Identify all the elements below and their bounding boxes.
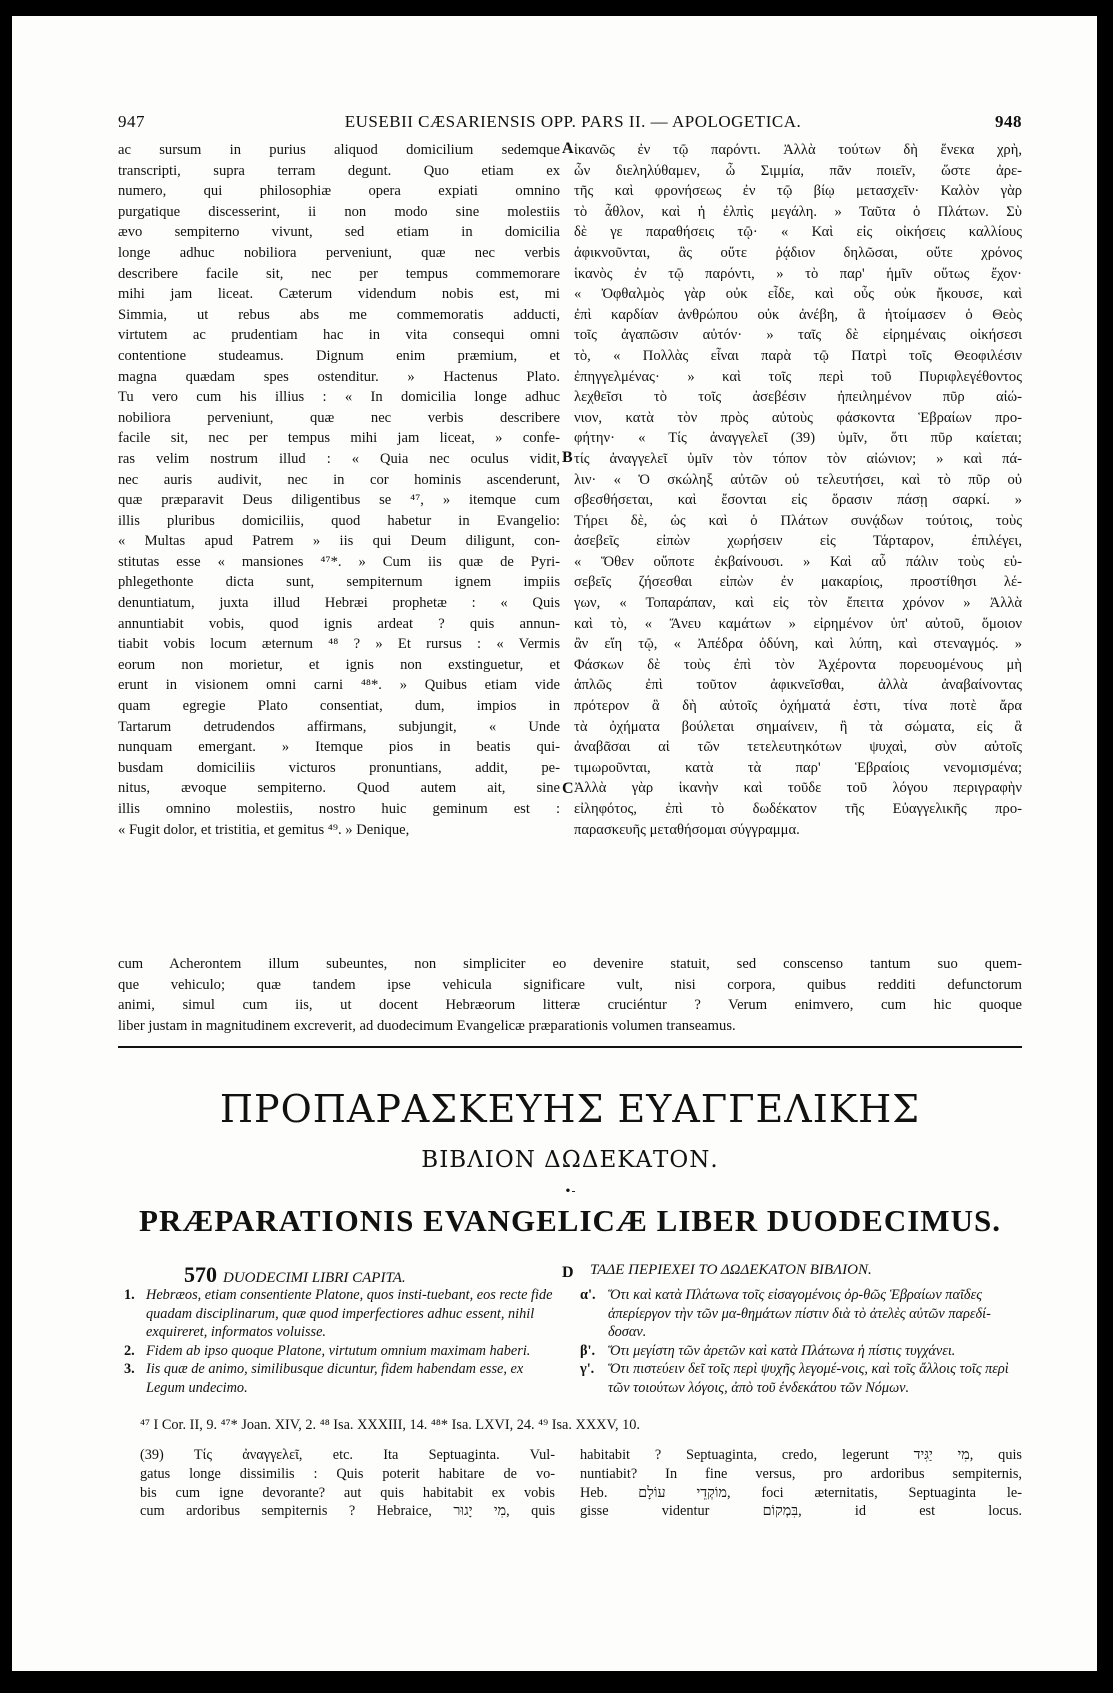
greek-book-subtitle: ΒΙΒΛΙΟΝ ΔΩΔΕΚΑΤΟΝ. xyxy=(421,1147,719,1173)
text-line: σβεσθήσεται, καὶ ἔσονται εἰς ὅρασιν πάσῃ σαρκί. » xyxy=(574,492,1022,509)
text-line: ævo sempiterno vivunt, sed etiam in domicilia xyxy=(118,224,560,241)
text-line: τιμωροῦνται, κατὰ τὰ παρ' Ἑβραίοις νενομισμένα; xyxy=(574,759,1022,776)
text-line: εἰληφότος, ἐπὶ τὸ δωδέκατον τῆς Εὐαγγελικῆς προ- xyxy=(574,801,1022,817)
text-line: Simmia, ut rebus abs me commemoratis adducti, xyxy=(118,306,560,323)
text-line: τὸ ἆθλον, καὶ ἡ ἐλπὶς μεγάλη. » Ταῦτα ὁ Πλάτων. Σὺ xyxy=(574,203,1022,220)
text-line: λιν· « Ὁ σκώληξ αὐτῶν οὐ τελευτήσει, καὶ τὸ πῦρ οὐ xyxy=(574,471,1022,488)
text-line: « Ὀφθαλμὸς γὰρ οὐκ εἶδε, καὶ οὖς οὐκ ἤκουσε, καὶ xyxy=(574,286,1022,303)
section-marker-c: C xyxy=(562,780,574,797)
text-line: Ἀλλὰ γὰρ ἱκανὴν καὶ τοῦδε τοῦ λόγου περιγραφὴν xyxy=(574,780,1022,797)
text-line: παρασκευῆς μεταθήσομαι σύγγραμμα. xyxy=(574,821,800,838)
greek-book-title: ΠΡΟΠΑΡΑΣΚΕΥΗΣ ΕΥΑΓΓΕΛΙΚΗΣ xyxy=(219,1087,921,1131)
section-marker-a: A xyxy=(562,140,574,157)
section-marker-d: D xyxy=(562,1264,574,1281)
text-line: nitus, ævoque sempiterno. Quod autem ait, sine xyxy=(118,780,560,797)
text-line: ἱκανὸς ἐν τῷ παρόντι, » τὸ παρ' ἡμῖν οὕτως ἔχον· xyxy=(574,265,1022,282)
text-line: stitutas esse « mansiones ⁴⁷*. » Cum iis quæ de Pyri- xyxy=(118,553,560,570)
text-line: νιον, κατὰ τὸν πρὸς αὐτοὺς φάσκοντα Ἑβραίων προ- xyxy=(574,409,1022,426)
text-line: quæ præparavit Deus diligentibus se ⁴⁷, » itemque cum xyxy=(118,492,560,509)
list-item xyxy=(124,1342,554,1361)
text-line: ἁπλῶς ἐπὶ τοῦτον ἀφικνεῖσθαι, ἀλλὰ ἀναβαίνοντας xyxy=(574,677,1022,694)
text-line: longe adhuc nobiliora perveniunt, quæ nec verbis xyxy=(118,244,560,261)
text-line: contentione studeamus. Dignum enim præmium, et xyxy=(118,347,560,364)
note-line: gatus longe dissimilis : Quis poterit habitare de vo- xyxy=(140,1465,555,1482)
latin-chapters-heading-text: DUODECIMI LIBRI CAPITA. xyxy=(223,1270,406,1286)
item-number: 2. xyxy=(124,1342,135,1359)
text-line: transcripti, supra terram degunt. Quo etiam ex xyxy=(118,162,560,179)
item-text: Fidem ab ipso quoque Platone, virtutum omnium maximam haberi. xyxy=(146,1342,531,1359)
text-line: ἐπὶ καρδίαν ἀνθρώπου οὐκ ἀνέβη, ἃ ἡτοίμασεν ὁ Θεὸς xyxy=(574,306,1022,323)
text-line: animi, simul cum iis, ut docent Hebræorum litteræ cruciéntur ? Verum enimvero, cum hic quoque xyxy=(118,997,1022,1014)
page-number-right: 948 xyxy=(995,112,1022,131)
text-line: πρότερον ἃ δὴ αὐτοῖς ὀχήματά ἐστι, τίνα ποτὲ ἄρα xyxy=(574,698,1022,715)
text-line: denuntiatum, juxta illud Hebræi prophetæ : « Quis xyxy=(118,595,560,612)
section-marker-b: B xyxy=(562,449,573,466)
item-text: Iis quæ de animo, similibusque dicuntur, fidem habendam esse, ex Legum undecimo. xyxy=(146,1361,524,1396)
text-line: Tu vero cum his illius : « In domicilia longe adhuc xyxy=(118,389,560,406)
list-item xyxy=(580,1286,1020,1342)
editor-note-right xyxy=(580,1446,1022,1521)
text-line: « Ὅθεν οὔποτε ἐκβαίνουσι. » Καὶ αὖ πάλιν τοὺς εὐ- xyxy=(574,553,1022,570)
note-line: bis cum igne devorante? aut quis habitabit ex vobis xyxy=(140,1484,555,1501)
text-line: purgatique discesserint, ii non modo sine molestiis xyxy=(118,203,560,220)
text-line: illis pluribus domiciliis, quod habetur in Evangelio: xyxy=(118,512,560,529)
note-line: Heb. מוֹקְדֵי עוֹלָם, foci æternitatis, Septuaginta le- xyxy=(580,1484,1022,1501)
text-line: λεχθεῖσι τὸ τοῖς ἀσεβέσιν ἠπειλημένον πῦρ αἰώ- xyxy=(574,389,1022,406)
text-line: nec auris audivit, nec in cor hominis ascenderunt, xyxy=(118,471,560,488)
list-item xyxy=(124,1286,554,1342)
text-line: τοῖς ἀγαπῶσιν αὐτόν· » ταῖς δὲ εἰρημέναις οἰκήσεσι xyxy=(574,327,1022,344)
text-line: facile sit, nec per tempus mihi jam liceat, » confe- xyxy=(118,430,560,447)
text-line: magna quædam spes ostenditur. » Hactenus Plato. xyxy=(118,368,560,385)
list-item xyxy=(124,1360,554,1397)
text-line: ἀναβᾶσαι αἱ τῶν τετελευτηκότων ψυχαὶ, σὺν αὐτοῖς xyxy=(574,739,1022,756)
note-line: (39) Τίς ἀναγγελεῖ, etc. Ita Septuaginta. Vul- xyxy=(140,1447,555,1463)
latin-column xyxy=(118,140,560,840)
item-text: Ὅτι μεγίστη τῶν ἀρετῶν καὶ κατὰ Πλάτωνα ἡ πίστις τυγχάνει. xyxy=(608,1342,956,1359)
text-line: cum Acherontem illum subeuntes, non simpliciter eo devenire statuit, sed conscenso tantum suo quem- xyxy=(118,956,1022,972)
latin-book-title: PRÆPARATIONIS EVANGELICÆ LIBER DUODECIMUS. xyxy=(139,1203,1001,1238)
text-line: numero, qui philosophiæ opera expiati omnino xyxy=(118,183,560,200)
text-line: ἀσεβεῖς εἰπὼν χωρήσειν εἰς Τάρταρον, ἐπιλέγει, xyxy=(574,533,1022,550)
greek-chapters-list xyxy=(580,1286,1020,1398)
editor-note-left xyxy=(140,1446,555,1521)
text-line: ἂν εἴη τῷ, « Ἀπέδρα ὀδύνη, καὶ λύπη, καὶ στεναγμός. » xyxy=(574,636,1022,653)
item-text: Ὅτι πιστεύειν δεῖ τοῖς περὶ ψυχῆς λεγομέ-νοις, καὶ τοῖς ἄλλοις τοῖς περὶ τῶν τοιούτων λόγοις, ἀπὸ τοῦ ἑνδεκάτου τῶν Νόμων. xyxy=(608,1361,1009,1396)
text-line: δὲ γε παραθήσεις τῷ· « Καὶ εἰς οἰκήσεις καλλίους xyxy=(574,224,1022,241)
text-line: describere facile sit, nec per tempus commemorare xyxy=(118,265,560,282)
latin-chapters-heading xyxy=(184,1262,406,1288)
note-line: cum ardoribus sempiternis ? Hebraice, מִי יָגוּר, quis xyxy=(140,1503,556,1520)
text-line: σεβεῖς ζήσεσθαι εἰπὼν ἐν μακαρίοις, προστίθησι λέ- xyxy=(574,574,1022,591)
item-number: α'. xyxy=(580,1287,596,1303)
text-line: Τήρει δὲ, ὡς καὶ ὁ Πλάτων συνᾴδων τούτοις, τοὺς xyxy=(574,512,1022,529)
text-line: virtutem ac prudentiam hac in vita consequi omni xyxy=(118,327,560,344)
text-line: mihi jam liceat. Cæterum videndum nobis est, mi xyxy=(118,286,560,303)
text-line: ras velim nostrum illud : « Quia nec oculus vidit, xyxy=(118,450,560,467)
text-line: Φάσκων δὲ τοὺς ἐπὶ τὸν Ἀχέροντα πορευομένους μὴ xyxy=(574,656,1022,673)
item-number: 1. xyxy=(124,1287,135,1303)
text-line: erunt in visionem omni carni ⁴⁸*. » Quibus etiam vide xyxy=(118,677,560,694)
note-line: gisse videntur בִּמְקוֹם, id est locus. xyxy=(580,1503,1022,1520)
text-line: τὸ, « Πολλὰς εἶναι παρὰ τῷ Πατρὶ τοῖς Θεοφιλέσιν xyxy=(574,347,1022,364)
text-line: γων, « Τοπαράπαν, καὶ εἰς τὸν ἔπειτα χρόνον » Ἀλλὰ xyxy=(574,595,1022,612)
item-number: 3. xyxy=(124,1361,135,1378)
divider-rule xyxy=(118,1046,1022,1048)
text-line: ἀφικνοῦνται, ἃς οὔτε ῥᾴδιον δηλῶσαι, οὔτε χρόνος xyxy=(574,244,1022,261)
footnote-references: ⁴⁷ I Cor. II, 9. ⁴⁷* Joan. XIV, 2. ⁴⁸ Isa. XXXIII, 14. ⁴⁸* Isa. LXVI, 24. ⁴⁹ Isa. XXXV, 10. xyxy=(140,1417,641,1433)
text-line: que vehiculo; quæ tandem ipse vehicula significare vult, nisi corpora, quibus redditi defunctorum xyxy=(118,976,1022,993)
note-line: nuntiabit? In fine versus, pro ardoribus sempiternis, xyxy=(580,1465,1022,1482)
text-line: ac sursum in purius aliquod domicilium sedemque xyxy=(118,142,560,158)
text-line: tiabit vobis locum æternum ⁴⁸ ? » Et rursus : « Vermis xyxy=(118,636,560,653)
text-line: ὧν διεληλύθαμεν, ὦ Σιμμία, πᾶν ποιεῖν, ὥστε ἀρε- xyxy=(574,162,1022,179)
latin-chapters-list xyxy=(124,1286,554,1398)
page-number-left: 947 xyxy=(118,112,145,131)
text-line: Tartarum detrudendos affirmans, subjungit, « Unde xyxy=(118,718,560,735)
full-width-paragraph xyxy=(118,954,1022,1036)
text-line: nobiliora perveniunt, quæ nec verbis describere xyxy=(118,409,560,426)
text-line: ἱκανῶς ἐν τῷ παρόντι. Ἀλλὰ τούτων δὴ ἕνεκα χρὴ, xyxy=(574,142,1022,158)
note-line: habitabit ? Septuaginta, credo, legerunt מִי יַגִּיד, quis xyxy=(580,1447,1022,1463)
text-line: τῆς καὶ φρονήσεως ἐν τῷ βίῳ μετασχεῖν· Καλὸν γὰρ xyxy=(574,183,1022,200)
text-line: liber justam in magnitudinem excreverit, ad duodecimum Evangelicæ præparationis volumen transeamus. xyxy=(118,1017,736,1034)
text-line: phlegethonte dicta sunt, sempiternum ignem impiis xyxy=(118,574,560,591)
text-line: quam egregie Plato consentiat, dum, impios in xyxy=(118,698,560,715)
text-line: ἐπηγγελμένας· » καὶ τοῖς περὶ τοῦ Πυριφλεγέθοντος xyxy=(574,368,1022,385)
text-line: τίς ἀναγγελεῖ ὑμῖν τὸν τόπον τὸν αἰώνιον; » καὶ πά- xyxy=(574,450,1022,467)
item-text: Hebræos, etiam consentiente Platone, quos insti-tuebant, eos recte fide quadam disciplinarum, quæ quod imperfectiores adhuc essent, nihil exquireret, informatos voluisse. xyxy=(146,1287,553,1341)
column-number: 570 xyxy=(184,1262,217,1287)
text-line: φήτην· « Τίς ἀναγγελεῖ (39) ὑμῖν, ὅτι πῦρ καίεται; xyxy=(574,430,1022,447)
item-number: γ'. xyxy=(580,1361,595,1378)
text-line: nunquam emergant. » Itemque pios in beatis qui- xyxy=(118,739,560,756)
text-line: illis omnino molestiis, nostro huic geminum est : xyxy=(118,801,560,817)
running-title: EUSEBII CÆSARIENSIS OPP. PARS II. — APOLOGETICA. xyxy=(344,112,802,131)
list-item xyxy=(580,1360,1020,1397)
ornament: •- xyxy=(564,1184,576,1198)
text-line: καὶ τὸ, « Ἄνευ καμάτων » εἰρημένον ὑπ' αὐτοῦ, ὅμοιον xyxy=(574,615,1022,632)
text-line: busdam domiciliis victuros pronuntians, addit, pe- xyxy=(118,759,560,776)
text-line: τὰ ὀχήματα βούλεται σημαίνειν, ἢ τὰ σώματα, εἰς ἃ xyxy=(574,718,1022,735)
text-line: eorum non morietur, et ignis non exstinguetur, et xyxy=(118,656,560,673)
list-item xyxy=(580,1342,1020,1361)
item-number: β'. xyxy=(580,1342,596,1359)
item-text: Ὅτι καὶ κατὰ Πλάτωνα τοῖς εἰσαγομένοις ὀρ-θῶς Ἑβραίων παῖδες ἀπερίεργον τὴν τῶν μα-θημάτων πίστιν διὰ τὸ ἀτελὲς αὐτῶν παρεδί-δοσαν. xyxy=(608,1287,991,1341)
text-line: « Fugit dolor, et tristitia, et gemitus ⁴⁹. » Denique, xyxy=(118,821,410,838)
greek-chapters-heading: ΤΑΔΕ ΠΕΡΙΕΧΕΙ ΤΟ ΔΩΔΕΚΑΤΟΝ ΒΙΒΛΙΟΝ. xyxy=(590,1262,872,1278)
text-line: annuntiabit vobis, quod ignis ardeat ? quis annun- xyxy=(118,615,560,632)
text-line: « Multas apud Patrem » iis qui Deum diligunt, con- xyxy=(118,533,560,550)
greek-column xyxy=(574,140,1022,840)
